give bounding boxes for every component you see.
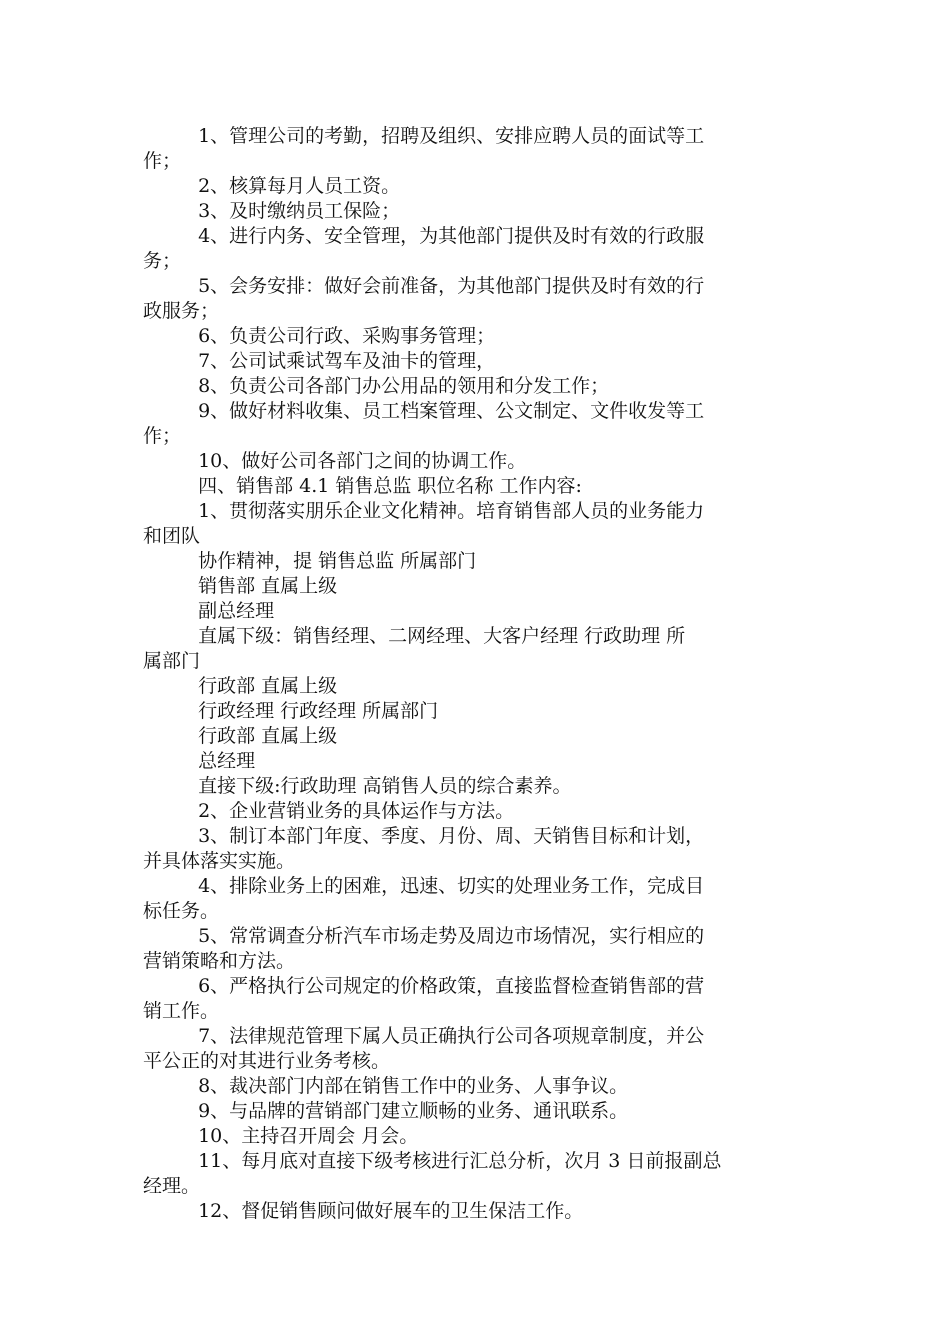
- paragraph-line: 2、核算每月人员工资。: [198, 175, 401, 197]
- paragraph-line: 3、制订本部门年度、季度、月份、周、天销售目标和计划，: [198, 825, 705, 847]
- paragraph-line: 5、常常调查分析汽车市场走势及周边市场情况，实行相应的: [198, 925, 705, 947]
- paragraph-line: 1、贯彻落实朋乐企业文化精神。培育销售部人员的业务能力: [198, 500, 705, 522]
- paragraph-line: 3、及时缴纳员工保险；: [198, 200, 401, 222]
- paragraph-line: 12、督促销售顾问做好展车的卫生保洁工作。: [198, 1200, 584, 1222]
- paragraph-line: 销售部 直属上级: [198, 575, 338, 597]
- paragraph-line: 行政部 直属上级: [198, 675, 338, 697]
- continuation-line: 作；: [143, 425, 182, 447]
- paragraph-line: 10、做好公司各部门之间的协调工作。: [198, 450, 527, 472]
- paragraph-line: 1、管理公司的考勤，招聘及组织、安排应聘人员的面试等工: [198, 125, 705, 147]
- continuation-line: 平公正的对其进行业务考核。: [143, 1050, 391, 1072]
- continuation-line: 务；: [143, 250, 182, 272]
- continuation-line: 政服务；: [143, 300, 220, 322]
- paragraph-line: 7、法律规范管理下属人员正确执行公司各项规章制度，并公: [198, 1025, 705, 1047]
- continuation-line: 并具体落实实施。: [143, 850, 296, 872]
- continuation-line: 营销策略和方法。: [143, 950, 296, 972]
- continuation-line: 作；: [143, 150, 182, 172]
- continuation-line: 和团队: [143, 525, 201, 547]
- continuation-line: 经理。: [143, 1175, 201, 1197]
- paragraph-line: 5、会务安排：做好会前准备，为其他部门提供及时有效的行: [198, 275, 705, 297]
- paragraph-line: 四、销售部 4.1 销售总监 职位名称 工作内容:: [198, 475, 582, 497]
- paragraph-line: 11、每月底对直接下级考核进行汇总分析，次月 3 日前报副总: [198, 1150, 722, 1172]
- paragraph-line: 6、严格执行公司规定的价格政策，直接监督检查销售部的营: [198, 975, 705, 997]
- paragraph-line: 4、排除业务上的困难，迅速、切实的处理业务工作，完成目: [198, 875, 705, 897]
- paragraph-line: 9、与品牌的营销部门建立顺畅的业务、通讯联系。: [198, 1100, 629, 1122]
- paragraph-line: 协作精神，提 销售总监 所属部门: [198, 550, 477, 572]
- continuation-line: 属部门: [143, 650, 201, 672]
- paragraph-line: 副总经理: [198, 600, 275, 622]
- paragraph-line: 直接下级:行政助理 高销售人员的综合素养。: [198, 775, 572, 797]
- paragraph-line: 2、企业营销业务的具体运作与方法。: [198, 800, 515, 822]
- continuation-line: 销工作。: [143, 1000, 220, 1022]
- paragraph-line: 8、裁决部门内部在销售工作中的业务、人事争议。: [198, 1075, 629, 1097]
- paragraph-line: 行政部 直属上级: [198, 725, 338, 747]
- paragraph-line: 7、公司试乘试驾车及油卡的管理，: [198, 350, 496, 372]
- paragraph-line: 10、主持召开周会 月会。: [198, 1125, 419, 1147]
- paragraph-line: 行政经理 行政经理 所属部门: [198, 700, 439, 722]
- paragraph-line: 8、负责公司各部门办公用品的领用和分发工作；: [198, 375, 610, 397]
- paragraph-line: 9、做好材料收集、员工档案管理、公文制定、文件收发等工: [198, 400, 705, 422]
- continuation-line: 标任务。: [143, 900, 220, 922]
- paragraph-line: 直属下级：销售经理、二网经理、大客户经理 行政助理 所: [198, 625, 686, 647]
- paragraph-line: 总经理: [198, 750, 256, 772]
- document-body: [143, 124, 807, 1224]
- paragraph-line: 6、负责公司行政、采购事务管理；: [198, 325, 496, 347]
- paragraph-line: 4、进行内务、安全管理，为其他部门提供及时有效的行政服: [198, 225, 705, 247]
